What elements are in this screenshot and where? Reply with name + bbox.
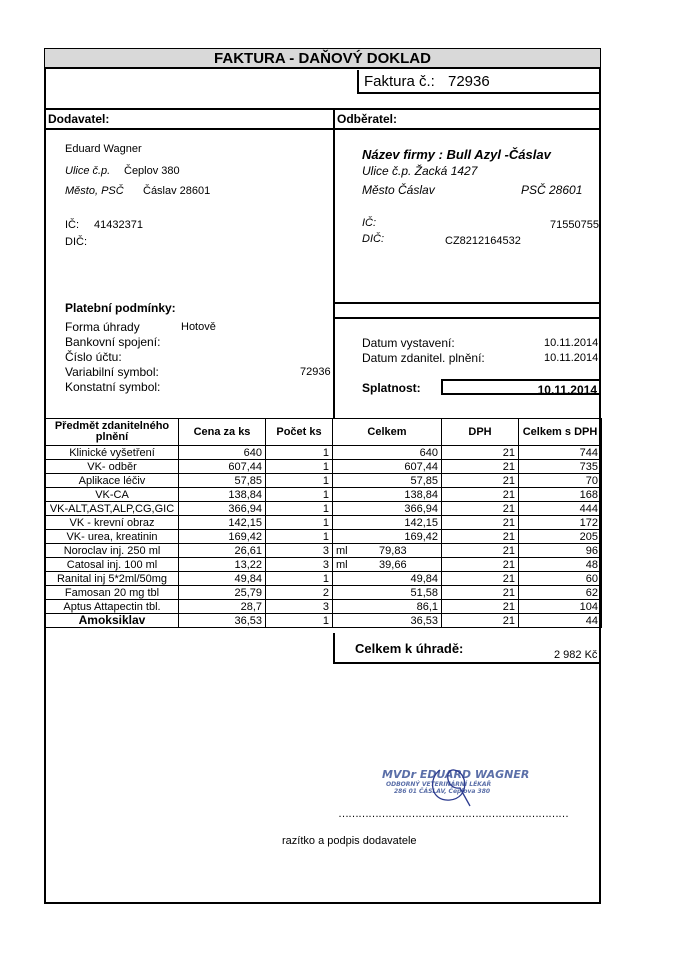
table-row	[46, 614, 602, 628]
item-total-value: 57,85	[410, 474, 438, 487]
supplier-city: Čáslav 28601	[143, 185, 211, 197]
item-total-with-vat-value: 168	[579, 488, 598, 501]
item-total-with-vat-value: 744	[579, 446, 598, 459]
column-header: Počet ks	[266, 419, 333, 446]
item-price-value: 57,85	[234, 474, 262, 487]
account-label: Číslo účtu:	[65, 350, 122, 364]
item-name-value: Aplikace léčiv	[78, 474, 146, 487]
table-row	[46, 460, 602, 474]
item-name-value: Catosal inj. 100 ml	[66, 558, 158, 571]
item-total	[333, 558, 442, 572]
total-label: Celkem k úhradě:	[355, 641, 464, 656]
item-price-value: 142,15	[228, 516, 262, 529]
supplier-name: Eduard Wagner	[65, 143, 142, 155]
item-name-value: Klinické vyšetření	[69, 446, 155, 459]
item-quantity	[266, 460, 333, 474]
item-quantity-value: 1	[322, 516, 329, 529]
item-total-value: 366,94	[404, 502, 438, 515]
item-name	[46, 460, 179, 474]
due-date-label: Splatnost:	[362, 381, 421, 395]
customer-psc: PSČ 28601	[521, 183, 583, 197]
item-name-value: Famosan 20 mg tbl	[64, 586, 160, 599]
item-vat	[442, 614, 519, 628]
item-total-with-vat-value: 205	[579, 530, 598, 543]
item-vat	[442, 586, 519, 600]
item-quantity-value: 3	[322, 558, 329, 571]
item-total-with-vat-value: 444	[579, 502, 598, 515]
item-vat-value: 21	[502, 474, 515, 487]
supplier-ic: 41432371	[94, 219, 143, 231]
item-total-with-vat-value: 104	[579, 600, 598, 613]
item-quantity	[266, 516, 333, 530]
item-quantity-value: 1	[322, 488, 329, 501]
item-vat-value: 21	[502, 572, 515, 585]
item-quantity	[266, 544, 333, 558]
item-quantity-value: 3	[322, 544, 329, 557]
item-vat-value: 21	[502, 488, 515, 501]
item-total-with-vat	[519, 544, 602, 558]
table-row	[46, 544, 602, 558]
item-name	[46, 446, 179, 460]
stamp-line: ODBORNÝ VETERINÁRNÍ LÉKAŘ	[386, 781, 492, 788]
items-table	[45, 418, 602, 628]
item-total-value: 79,83	[379, 544, 407, 557]
item-total-with-vat-value: 60	[585, 572, 598, 585]
item-price-value: 36,53	[234, 614, 262, 627]
item-quantity-value: 2	[322, 586, 329, 599]
item-name-value: Ranital inj 5*2ml/50mg	[56, 572, 168, 585]
item-total-with-vat	[519, 572, 602, 586]
item-vat	[442, 600, 519, 614]
item-total-value: 142,15	[404, 516, 438, 529]
item-vat	[442, 488, 519, 502]
customer-dic-label: DIČ:	[362, 233, 384, 245]
item-quantity-value: 1	[322, 502, 329, 515]
item-vat-value: 21	[502, 544, 515, 557]
item-quantity	[266, 502, 333, 516]
item-price-value: 366,94	[228, 502, 262, 515]
column-header: Celkem	[333, 419, 442, 446]
table-header-row	[46, 419, 602, 446]
bank-label: Bankovní spojení:	[65, 335, 161, 349]
item-unit: ml	[336, 558, 348, 571]
item-quantity	[266, 488, 333, 502]
item-total-value: 86,1	[416, 600, 438, 613]
signature-caption: razítko a podpis dodavatele	[282, 835, 417, 847]
item-vat	[442, 474, 519, 488]
item-name	[46, 600, 179, 614]
item-name	[46, 474, 179, 488]
supplier-street-label: Ulice č.p.	[65, 165, 111, 177]
item-total-with-vat	[519, 488, 602, 502]
item-total	[333, 544, 442, 558]
column-header: Celkem s DPH	[519, 419, 602, 446]
item-total-with-vat	[519, 558, 602, 572]
customer-name: Název firmy : Bull Azyl -Čáslav	[362, 147, 551, 162]
item-price	[179, 572, 266, 586]
item-total	[333, 530, 442, 544]
item-name	[46, 586, 179, 600]
item-name-value: VK- urea, kreatinin	[66, 530, 158, 543]
item-quantity-value: 1	[322, 446, 329, 459]
item-total-with-vat-value: 48	[585, 558, 598, 571]
item-quantity	[266, 530, 333, 544]
item-vat-value: 21	[502, 600, 515, 613]
divider	[333, 108, 335, 418]
item-quantity	[266, 446, 333, 460]
item-price	[179, 558, 266, 572]
supplier-dic-label: DIČ:	[65, 236, 87, 248]
item-name	[46, 544, 179, 558]
item-price-value: 49,84	[234, 572, 262, 585]
total-amount: 2 982 Kč	[554, 649, 598, 661]
item-name-value: VK- odběr	[87, 460, 137, 473]
item-total-with-vat	[519, 502, 602, 516]
item-name-value: VK-CA	[95, 488, 129, 501]
item-total	[333, 586, 442, 600]
table-row	[46, 446, 602, 460]
item-price-value: 138,84	[228, 488, 262, 501]
item-total-with-vat	[519, 586, 602, 600]
customer-dic: CZ8212164532	[445, 235, 521, 247]
item-quantity	[266, 614, 333, 628]
item-price	[179, 488, 266, 502]
item-vat	[442, 558, 519, 572]
item-total	[333, 572, 442, 586]
item-total-value: 49,84	[410, 572, 438, 585]
item-total	[333, 614, 442, 628]
item-vat	[442, 544, 519, 558]
divider	[45, 128, 601, 130]
item-total-with-vat-value: 70	[585, 474, 598, 487]
table-row	[46, 586, 602, 600]
item-name	[46, 558, 179, 572]
item-vat-value: 21	[502, 446, 515, 459]
item-name-value: Aptus Attapectin tbl.	[63, 600, 161, 613]
item-total	[333, 502, 442, 516]
item-total-with-vat-value: 44	[585, 614, 598, 627]
item-price	[179, 460, 266, 474]
item-quantity	[266, 586, 333, 600]
invoice-title: FAKTURA - DAŇOVÝ DOKLAD	[45, 49, 600, 69]
column-header: Cena za ks	[179, 419, 266, 446]
item-quantity-value: 1	[322, 572, 329, 585]
item-price	[179, 600, 266, 614]
invoice-number: 72936	[448, 73, 490, 90]
column-header: DPH	[442, 419, 519, 446]
item-price	[179, 530, 266, 544]
item-price-value: 640	[243, 446, 262, 459]
item-name	[46, 572, 179, 586]
item-name	[46, 614, 179, 628]
customer-ic-label: IČ:	[362, 217, 377, 229]
divider	[45, 108, 601, 110]
item-total-with-vat	[519, 446, 602, 460]
payment-method-label: Forma úhrady	[65, 320, 140, 334]
item-total-value: 51,58	[410, 586, 438, 599]
item-quantity	[266, 572, 333, 586]
item-total	[333, 460, 442, 474]
item-unit: ml	[336, 544, 348, 557]
item-price	[179, 446, 266, 460]
item-name-value: VK - krevní obraz	[69, 516, 155, 529]
constant-symbol-label: Konstatní symbol:	[65, 380, 161, 394]
item-total-with-vat	[519, 600, 602, 614]
item-total-with-vat-value: 735	[579, 460, 598, 473]
item-total-with-vat	[519, 516, 602, 530]
signature-dots: ……………………………………………………………	[338, 808, 568, 820]
item-name-value: Noroclav inj. 250 ml	[63, 544, 161, 557]
item-total	[333, 516, 442, 530]
item-total	[333, 488, 442, 502]
table-row	[46, 516, 602, 530]
table-row	[46, 488, 602, 502]
taxable-date-label: Datum zdanitel. plnění:	[362, 351, 485, 365]
payment-method: Hotově	[181, 321, 216, 333]
item-price-value: 607,44	[228, 460, 262, 473]
item-total-value: 138,84	[404, 488, 438, 501]
stamp-line: MVDr EDUARD WAGNER	[382, 768, 530, 781]
item-total-value: 640	[419, 446, 438, 459]
supplier-city-label: Město, PSČ	[65, 185, 124, 197]
item-total-with-vat-value: 62	[585, 586, 598, 599]
divider	[334, 302, 601, 304]
payment-heading: Platební podmínky:	[65, 301, 176, 315]
item-total-with-vat	[519, 530, 602, 544]
item-total-value: 169,42	[404, 530, 438, 543]
taxable-date: 10.11.2014	[544, 352, 599, 364]
item-name-value: Amoksiklav	[78, 613, 146, 627]
item-total-value: 607,44	[404, 460, 438, 473]
item-vat-value: 21	[502, 614, 515, 627]
due-date-box	[441, 379, 601, 395]
item-vat-value: 21	[502, 460, 515, 473]
invoice-number-label: Faktura č.:	[364, 73, 435, 90]
column-header: Předmět zdanitelného plnění	[46, 419, 179, 446]
item-vat	[442, 530, 519, 544]
customer-street: Ulice č.p. Žacká 1427	[362, 164, 478, 178]
item-vat-value: 21	[502, 586, 515, 599]
item-quantity	[266, 600, 333, 614]
item-total-with-vat	[519, 460, 602, 474]
item-name	[46, 516, 179, 530]
item-name	[46, 530, 179, 544]
customer-ic: 71550755	[550, 219, 599, 231]
item-vat	[442, 572, 519, 586]
item-total	[333, 600, 442, 614]
item-vat	[442, 502, 519, 516]
divider	[334, 317, 601, 319]
table-row	[46, 558, 602, 572]
item-quantity-value: 1	[322, 460, 329, 473]
issue-date: 10.11.2014	[544, 337, 599, 349]
item-price	[179, 502, 266, 516]
item-quantity-value: 1	[322, 614, 329, 627]
item-total-with-vat-value: 172	[579, 516, 598, 529]
item-quantity-value: 1	[322, 474, 329, 487]
table-row	[46, 502, 602, 516]
table-row	[46, 600, 602, 614]
item-price	[179, 544, 266, 558]
table-row	[46, 474, 602, 488]
item-price-value: 13,22	[234, 558, 262, 571]
item-total-value: 36,53	[410, 614, 438, 627]
customer-heading: Odběratel:	[337, 112, 398, 126]
item-vat-value: 21	[502, 558, 515, 571]
item-price-value: 26,61	[234, 544, 262, 557]
item-name	[46, 502, 179, 516]
variable-symbol-label: Variabilní symbol:	[65, 365, 159, 379]
supplier-heading: Dodavatel:	[48, 112, 110, 126]
item-price	[179, 474, 266, 488]
signature-scribble	[420, 760, 490, 810]
item-name	[46, 488, 179, 502]
item-total-value: 39,66	[379, 558, 407, 571]
item-price-value: 169,42	[228, 530, 262, 543]
table-row	[46, 572, 602, 586]
item-quantity-value: 1	[322, 530, 329, 543]
item-vat	[442, 446, 519, 460]
item-name-value: VK-ALT,AST,ALP,CG,GIC	[49, 502, 175, 515]
variable-symbol: 72936	[300, 366, 331, 378]
customer-city: Město Čáslav	[362, 183, 435, 197]
due-date: 10.11.2014	[537, 383, 597, 397]
item-quantity-value: 3	[322, 600, 329, 613]
item-vat-value: 21	[502, 530, 515, 543]
item-total	[333, 446, 442, 460]
item-total	[333, 474, 442, 488]
item-price-value: 28,7	[240, 600, 262, 613]
item-vat	[442, 460, 519, 474]
item-price	[179, 614, 266, 628]
supplier-ic-label: IČ:	[65, 219, 80, 231]
item-price-value: 25,79	[234, 586, 262, 599]
item-quantity	[266, 558, 333, 572]
item-vat-value: 21	[502, 516, 515, 529]
supplier-street: Čeplov 380	[124, 165, 180, 177]
item-price	[179, 516, 266, 530]
item-quantity	[266, 474, 333, 488]
item-vat	[442, 516, 519, 530]
issue-date-label: Datum vystavení:	[362, 336, 455, 350]
item-total-with-vat-value: 96	[585, 544, 598, 557]
item-total-with-vat	[519, 474, 602, 488]
stamp-line: 286 01 ČÁSLAV, Čeplova 380	[394, 788, 491, 795]
item-price	[179, 586, 266, 600]
item-vat-value: 21	[502, 502, 515, 515]
table-row	[46, 530, 602, 544]
item-total-with-vat	[519, 614, 602, 628]
